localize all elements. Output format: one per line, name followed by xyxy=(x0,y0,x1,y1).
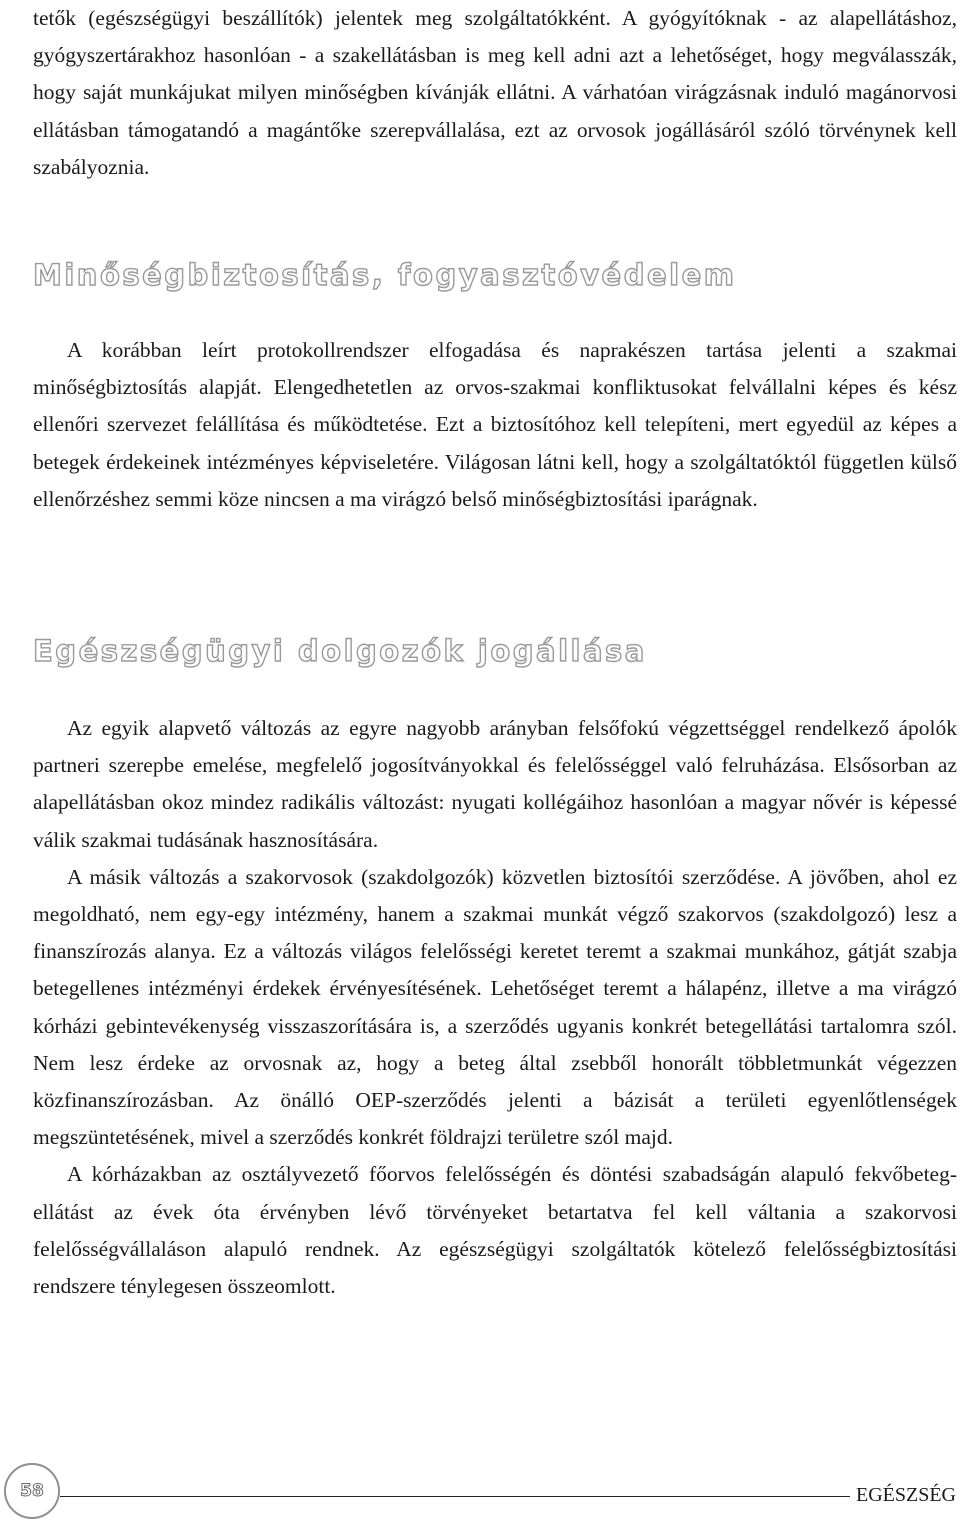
paragraph: A másik változás a szakorvosok (szakdolgozók) közvetlen biztosítói szerződése. A jövőben, ahol ez megoldható, nem egy-egy intézmény, hanem a szakmai munkát végző szakorvos (szakdolgozó) lesz a finanszírozás alanya. Ez a változás világos felelősségi keretet teremt a szakmai munkához, gátját szabja betegellenes intézményi érdekek érvényesítésének. Lehetőséget teremt a hálapénz, illetve a ma virágzó kórházi gebintevékenység visszaszorítására is, a szerződés ugyanis konkrét betegellátási tartalomra szól. Nem lesz érdeke az orvosnak az, hogy a beteg által zsebből honorált többletmunkát végezzen közfinanszírozásban. Az önálló OEP-szerződés jelenti a bázisát a területi egyenlőtlenségek megszüntetésének, mivel a szerződés konkrét földrajzi területre szól majd. xyxy=(33,864,957,1150)
footer-divider xyxy=(60,1496,950,1497)
running-title: EGÉSZSÉG xyxy=(850,1484,956,1507)
text-block-quality xyxy=(33,332,957,518)
paragraph: tetők (egészségügyi beszállítók) jelentek meg szolgáltatókként. A gyógyítóknak - az alapellátáshoz, gyógyszertárakhoz hasonlóan - a szakellátásban is meg kell adni azt a lehetőséget, hogy megválasszák, hogy saját munkájukat milyen minőségben kívánják ellátni. A várhatóan virágzásnak induló magánorvosi ellátásban támogatandó a magántőke szerepvállalása, ezt az orvosok jogállásáról szóló törvénynek kell szabályoznia. xyxy=(33,6,957,179)
section-heading-workers: Egészségügyi dolgozók jogállása xyxy=(33,634,647,668)
page-number-badge: 58 xyxy=(4,1463,60,1519)
paragraph: A kórházakban az osztályvezető főorvos felelősségén és döntési szabadságán alapuló fekvőbeteg-ellátást az évek óta érvényben lévő törvényeket betartatva fel kell váltania a szakorvosi felelősségvállaláson alapuló rendnek. Az egészségügyi szolgáltatók kötelező felelősségbiztosítási rendszere ténylegesen összeomlott. xyxy=(33,1162,957,1299)
paragraph: A korábban leírt protokollrendszer elfogadása és naprakészen tartása jelenti a szakmai minőségbiztosítás alapját. Elengedhetetlen az orvos-szakmai konfliktusokat felvállalni képes és kész ellenőri szervezet felállítása és működtetése. Ezt a biztosítóhoz kell telepíteni, mert egyedül az képes a betegek érdekeinek intézményes képviseletére. Világosan látni kell, hogy a szolgáltatóktól független külső ellenőrzéshez semmi köze nincsen a ma virágzó belső minőségbiztosítási iparágnak. xyxy=(33,338,957,511)
section-heading-quality: Minőségbiztosítás, fogyasztóvédelem xyxy=(33,258,737,292)
text-block-workers xyxy=(33,710,957,1305)
paragraph: Az egyik alapvető változás az egyre nagyobb arányban felsőfokú végzettséggel rendelkező ápolók partneri szerepbe emelése, megfelelő jogosítványokkal és felelősséggel való felruházása. Elsősorban az alapellátásban okoz mindez radikális változást: nyugati kollégáihoz hasonlóan a magyar nővér is képessé válik szakmai tudásának hasznosítására. xyxy=(33,716,957,852)
text-block-intro xyxy=(33,0,957,186)
